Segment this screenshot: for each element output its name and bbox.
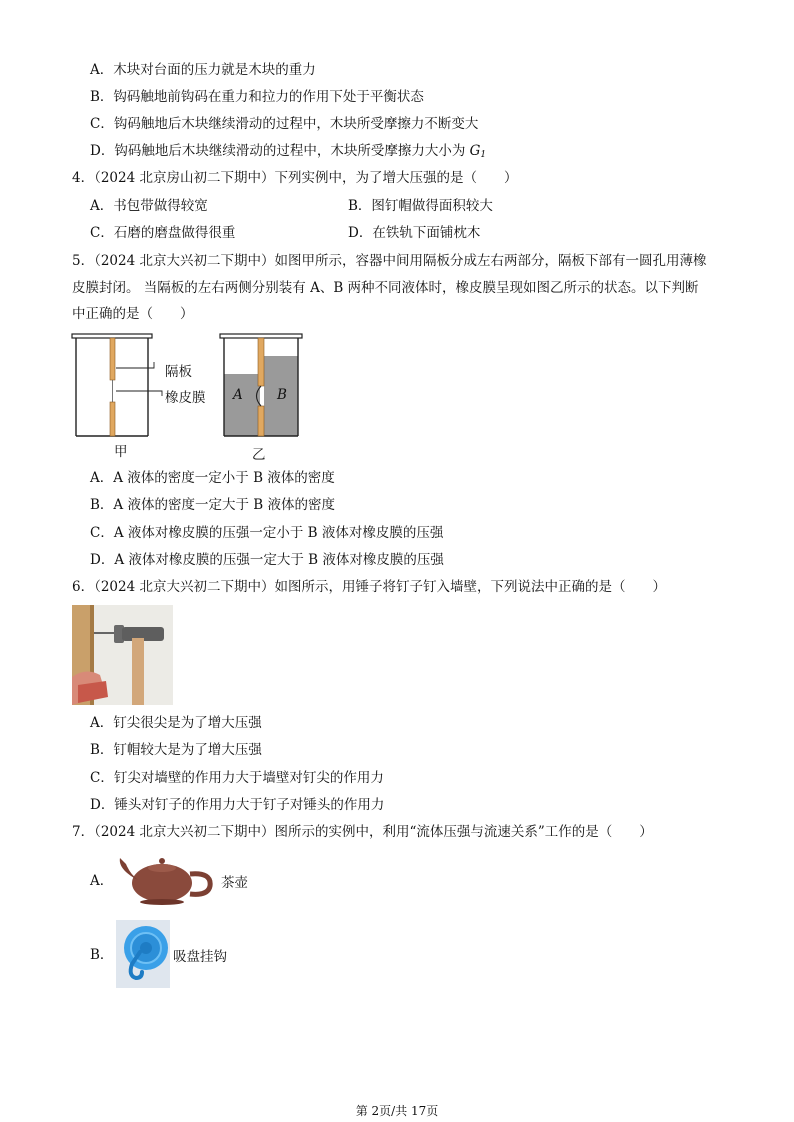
q7-option-a-label: 茶壶 xyxy=(221,875,248,891)
q5-option-a: A．A 液体的密度一定小于 B 液体的密度 xyxy=(90,470,335,486)
label-partition: 隔板 xyxy=(165,364,192,380)
q7-stem: 7．（2024 北京大兴初二下期中）图所示的实例中，利用“流体压强与流速关系”工作的是（ ） xyxy=(72,824,653,840)
q3-option-d xyxy=(90,142,486,164)
q6-option-d: D．锤头对钉子的作用力大于钉子对锤头的作用力 xyxy=(90,797,385,813)
q3-option-c: C．钩码触地后木块继续滑动的过程中，木块所受摩擦力不断变大 xyxy=(90,116,479,132)
q4-option-d: D．在铁轨下面铺枕木 xyxy=(348,225,481,241)
liquid-b-label: B xyxy=(277,387,287,403)
q4-option-c: C．石磨的磨盘做得很重 xyxy=(90,225,236,241)
q6-option-a: A．钉尖很尖是为了增大压强 xyxy=(90,715,262,731)
caption-jia: 甲 xyxy=(114,444,128,460)
hammer-nail-photo xyxy=(72,605,173,705)
q5-stem-line2: 皮膜封闭。 当隔板的左右两侧分别装有 A、B 两种不同液体时，橡皮膜呈现如图乙所示的状态。以下判断 xyxy=(72,280,699,296)
q5-option-c: C．A 液体对橡皮膜的压强一定小于 B 液体对橡皮膜的压强 xyxy=(90,525,444,541)
q7-option-b-label: 吸盘挂钩 xyxy=(173,949,227,965)
q7-option-b-prefix: B． xyxy=(90,947,114,963)
q5-option-d: D．A 液体对橡皮膜的压强一定大于 B 液体对橡皮膜的压强 xyxy=(90,552,444,568)
container-figure-yi xyxy=(218,330,308,442)
q3-option-d-text: D．钩码触地后木块继续滑动的过程中，木块所受摩擦力大小为 xyxy=(90,143,466,159)
q5-option-b: B．A 液体的密度一定大于 B 液体的密度 xyxy=(90,497,335,513)
q4-stem: 4．（2024 北京房山初二下期中）下列实例中，为了增大压强的是（ ） xyxy=(72,170,518,186)
q3-option-a: A．木块对台面的压力就是木块的重力 xyxy=(90,62,316,78)
page-footer: 第 2页/共 17页 xyxy=(355,1104,439,1118)
q6-option-c: C．钉尖对墙壁的作用力大于墙壁对钉尖的作用力 xyxy=(90,770,384,786)
q6-option-b: B．钉帽较大是为了增大压强 xyxy=(90,742,262,758)
q4-option-b: B．图钉帽做得面积较大 xyxy=(348,198,493,214)
q3-option-d-symbol: G xyxy=(469,143,481,159)
q3-option-d-subscript: 1 xyxy=(480,150,487,160)
q7-option-a-prefix: A． xyxy=(90,873,114,889)
q4-option-a: A．书包带做得较宽 xyxy=(90,198,208,214)
caption-yi: 乙 xyxy=(252,447,266,463)
liquid-a-label: A xyxy=(233,387,243,403)
q3-option-b: B．钩码触地前钩码在重力和拉力的作用下处于平衡状态 xyxy=(90,89,424,105)
q6-stem: 6．（2024 北京大兴初二下期中）如图所示，用锤子将钉子钉入墙壁，下列说法中正确的是（ ） xyxy=(72,579,666,595)
label-rubber-membrane: 橡皮膜 xyxy=(165,390,206,406)
suction-hook-image xyxy=(116,920,170,988)
q5-stem-line1: 5．（2024 北京大兴初二下期中）如图甲所示，容器中间用隔板分成左右两部分，隔板下部有一圆孔用薄橡 xyxy=(72,253,707,269)
teapot-image xyxy=(116,850,218,906)
q5-stem-line3: 中正确的是（ ） xyxy=(72,306,194,322)
